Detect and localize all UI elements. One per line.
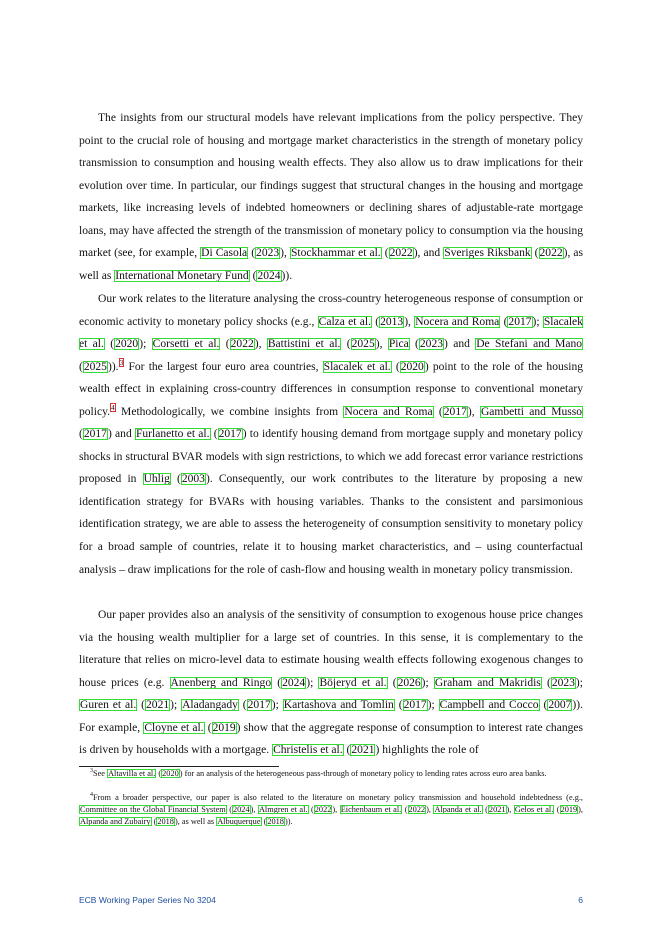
citation-year-link[interactable]: 2025: [83, 360, 107, 373]
citation-link[interactable]: Alpanda et al.: [434, 805, 482, 815]
footnote-3: $^3$See Altavilla et al. (2020) for an analysis of the heterogeneous pass-through of monetary policy to lending rates across euro area banks.: [90, 768, 547, 778]
citation-link[interactable]: Aladangady: [182, 699, 238, 712]
citation-year-link[interactable]: 2024: [282, 676, 306, 689]
citation-link[interactable]: Albuquerque: [217, 817, 261, 827]
citation-year-link[interactable]: 2020: [400, 360, 424, 373]
citation-link[interactable]: Kartashova and Tomlin: [283, 699, 394, 712]
citation-year-link[interactable]: 2020: [162, 769, 179, 778]
citation-year-link[interactable]: 2018: [267, 817, 284, 827]
citation-link[interactable]: Gelos et al.: [514, 805, 554, 815]
citation-year-link[interactable]: 2024: [233, 805, 250, 815]
citation-link[interactable]: Almgren et al.: [258, 805, 308, 815]
citation-link[interactable]: Altavilla et al.: [108, 769, 156, 778]
citation-link[interactable]: International Monetary Fund: [115, 269, 249, 282]
citation-link[interactable]: Di Casola: [201, 247, 248, 260]
citation-year-link[interactable]: 2022: [389, 247, 413, 260]
footnote-4: $^4$From a broader perspective, our paper is also related to the literature on monetary policy transmission and household indebtedness (e.g., Committee on the Global Financial System (2024), Almgren et al. (2022), Eichenbaum et al. (2022), Alpanda et al. (2021), Gelos et al. (2019), Alpanda and Zubairy (2018), as well as Albuquerque (2018)).: [80, 792, 583, 827]
citation-year-link[interactable]: 2022: [314, 805, 332, 815]
citation-link[interactable]: Guren et al.: [80, 699, 137, 712]
citation-year-link[interactable]: 2021: [146, 699, 170, 712]
citation-year-link[interactable]: 2022: [408, 805, 426, 815]
citation-year-link[interactable]: 2025: [351, 338, 375, 351]
citation-year-link[interactable]: 2024: [257, 269, 281, 282]
citation-year-link[interactable]: 2020: [115, 338, 139, 351]
footnote-divider: [79, 766, 279, 767]
citation-year-link[interactable]: 2007: [548, 699, 572, 712]
citation-link[interactable]: Uhlig: [143, 473, 170, 486]
citation-link[interactable]: Eichenbaum et al.: [340, 805, 402, 815]
citation-link[interactable]: De Stefani and Mano: [476, 338, 583, 351]
citation-year-link[interactable]: 2017: [247, 699, 271, 712]
citation-year-link[interactable]: 2022: [539, 247, 563, 260]
footnote-ref-4[interactable]: 4: [111, 402, 115, 412]
footer-series-title: ECB Working Paper Series No 3204: [79, 895, 216, 905]
citation-link[interactable]: Nocera and Roma: [415, 315, 500, 328]
citation-year-link[interactable]: 2023: [419, 338, 443, 351]
citation-link[interactable]: Slacalek et al.: [79, 315, 583, 351]
footnote-ref-3[interactable]: 3: [119, 357, 124, 367]
citation-link[interactable]: Böjeryd et al.: [319, 676, 387, 689]
paragraph-housing-wealth-multiplier: Our paper provides also an analysis of the sensitivity of consumption to exogenous house price changes via the housing wealth multiplier for a large set of countries. In this sense, it is complementary to the literature that relies on micro-level data to estimate housing wealth effects following exogenous changes to house prices (e.g. Anenberg and Ringo (2024); Böjeryd et al. (2026); Graham and Makridis (2023); Guren et al. (2021); Aladangady (2017); Kartashova and Tomlin (2017); Campbell and Cocco (2007)). For example, Cloyne et al. (2019) show that the aggregate response of consumption to interest rate changes is driven by households with a mortgage. Christelis et al. (2021) highlights the role of: [79, 609, 583, 757]
citation-year-link[interactable]: 2021: [488, 805, 506, 815]
page-number: 6: [578, 895, 583, 905]
citation-link[interactable]: Corsetti et al.: [152, 338, 220, 351]
citation-year-link[interactable]: 2018: [157, 817, 174, 827]
citation-link[interactable]: Alpanda and Zubairy: [80, 817, 151, 827]
citation-link[interactable]: Slacalek et al.: [323, 360, 391, 373]
citation-link[interactable]: Campbell and Cocco: [439, 699, 539, 712]
citation-year-link[interactable]: 2019: [212, 721, 236, 734]
citation-link[interactable]: Gambetti and Musso: [480, 405, 582, 418]
citation-link[interactable]: Pica: [388, 338, 409, 351]
citation-year-link[interactable]: 2022: [230, 338, 254, 351]
citation-link[interactable]: Graham and Makridis: [434, 676, 541, 689]
paragraph-literature-review: Our work relates to the literature analysing the cross-country heterogeneous response of consumption or economic activity to monetary policy shocks (e.g., Calza et al. (2013), Nocera and Roma (2017); Slacalek et al. (2020); Corsetti et al. (2022), Battistini et al. (2025), Pica (2023) and De Stefani and Mano (2025)).$^3$ For the largest four euro area countries, Slacalek et al. (2020) point to the role of the housing wealth effect in explaining cross-country differences in consumption response to conventional monetary policy.$^4$ Methodologically, we combine insights from Nocera and Roma (2017), Gambetti and Musso (2017) and Furlanetto et al. (2017) to identify housing demand from mortgage supply and monetary policy shocks in structural BVAR models with sign restrictions, to which we add forecast error variance restrictions proposed in Uhlig (2003). Consequently, our work contributes to the literature by proposing a new identification strategy for BVARs with housing variables. Thanks to the consistent and parsimonious identification strategy, we are able to assess the heterogeneity of consumption sensitivity to monetary policy for a broad sample of countries, relate it to housing market characteristics, and – using counterfactual analysis – draw implications for the role of cash-flow and housing wealth in monetary policy transmission.: [79, 293, 584, 576]
citation-link[interactable]: Committee on the Global Financial System: [80, 805, 226, 815]
citation-year-link[interactable]: 2013: [380, 315, 404, 328]
citation-year-link[interactable]: 2017: [218, 428, 242, 441]
citation-year-link[interactable]: 2003: [181, 473, 205, 486]
citation-link[interactable]: Stockhammar et al.: [290, 247, 381, 260]
citation-year-link[interactable]: 2017: [403, 699, 427, 712]
citation-link[interactable]: Christelis et al.: [273, 744, 343, 757]
citation-link[interactable]: Anenberg and Ringo: [170, 676, 272, 689]
citation-year-link[interactable]: 2017: [83, 428, 107, 441]
citation-year-link[interactable]: 2023: [256, 247, 280, 260]
citation-link[interactable]: Sveriges Riksbank: [444, 247, 531, 260]
citation-year-link[interactable]: 2026: [397, 676, 421, 689]
citation-year-link[interactable]: 2021: [351, 744, 375, 757]
citation-link[interactable]: Furlanetto et al.: [135, 428, 210, 441]
citation-link[interactable]: Cloyne et al.: [144, 721, 204, 734]
citation-year-link[interactable]: 2019: [560, 805, 578, 815]
citation-link[interactable]: Calza et al.: [318, 315, 371, 328]
footnote-number: 3: [90, 768, 93, 775]
citation-link[interactable]: Battistini et al.: [267, 338, 341, 351]
citation-year-link[interactable]: 2017: [508, 315, 532, 328]
paragraph-policy-implications: The insights from our structural models have relevant implications from the policy perspective. They point to the crucial role of housing and mortgage market characteristics in the strength of monetary policy transmission to consumption and housing wealth effects. They also allow us to draw implications for their evolution over time. In particular, our findings suggest that structural changes in the housing and mortgage markets, like increasing levels of indebted homeowners or declining shares of adjustable-rate mortgage loans, may have affected the strength of the transmission of monetary policy to consumption via the housing market (see, for example, Di Casola (2023), Stockhammar et al. (2022), and Sveriges Riksbank (2022), as well as International Monetary Fund (2024)).: [79, 112, 584, 282]
footnote-number: 4: [90, 792, 93, 799]
citation-year-link[interactable]: 2017: [443, 405, 467, 418]
citation-year-link[interactable]: 2023: [551, 676, 575, 689]
citation-link[interactable]: Nocera and Roma: [344, 405, 433, 418]
